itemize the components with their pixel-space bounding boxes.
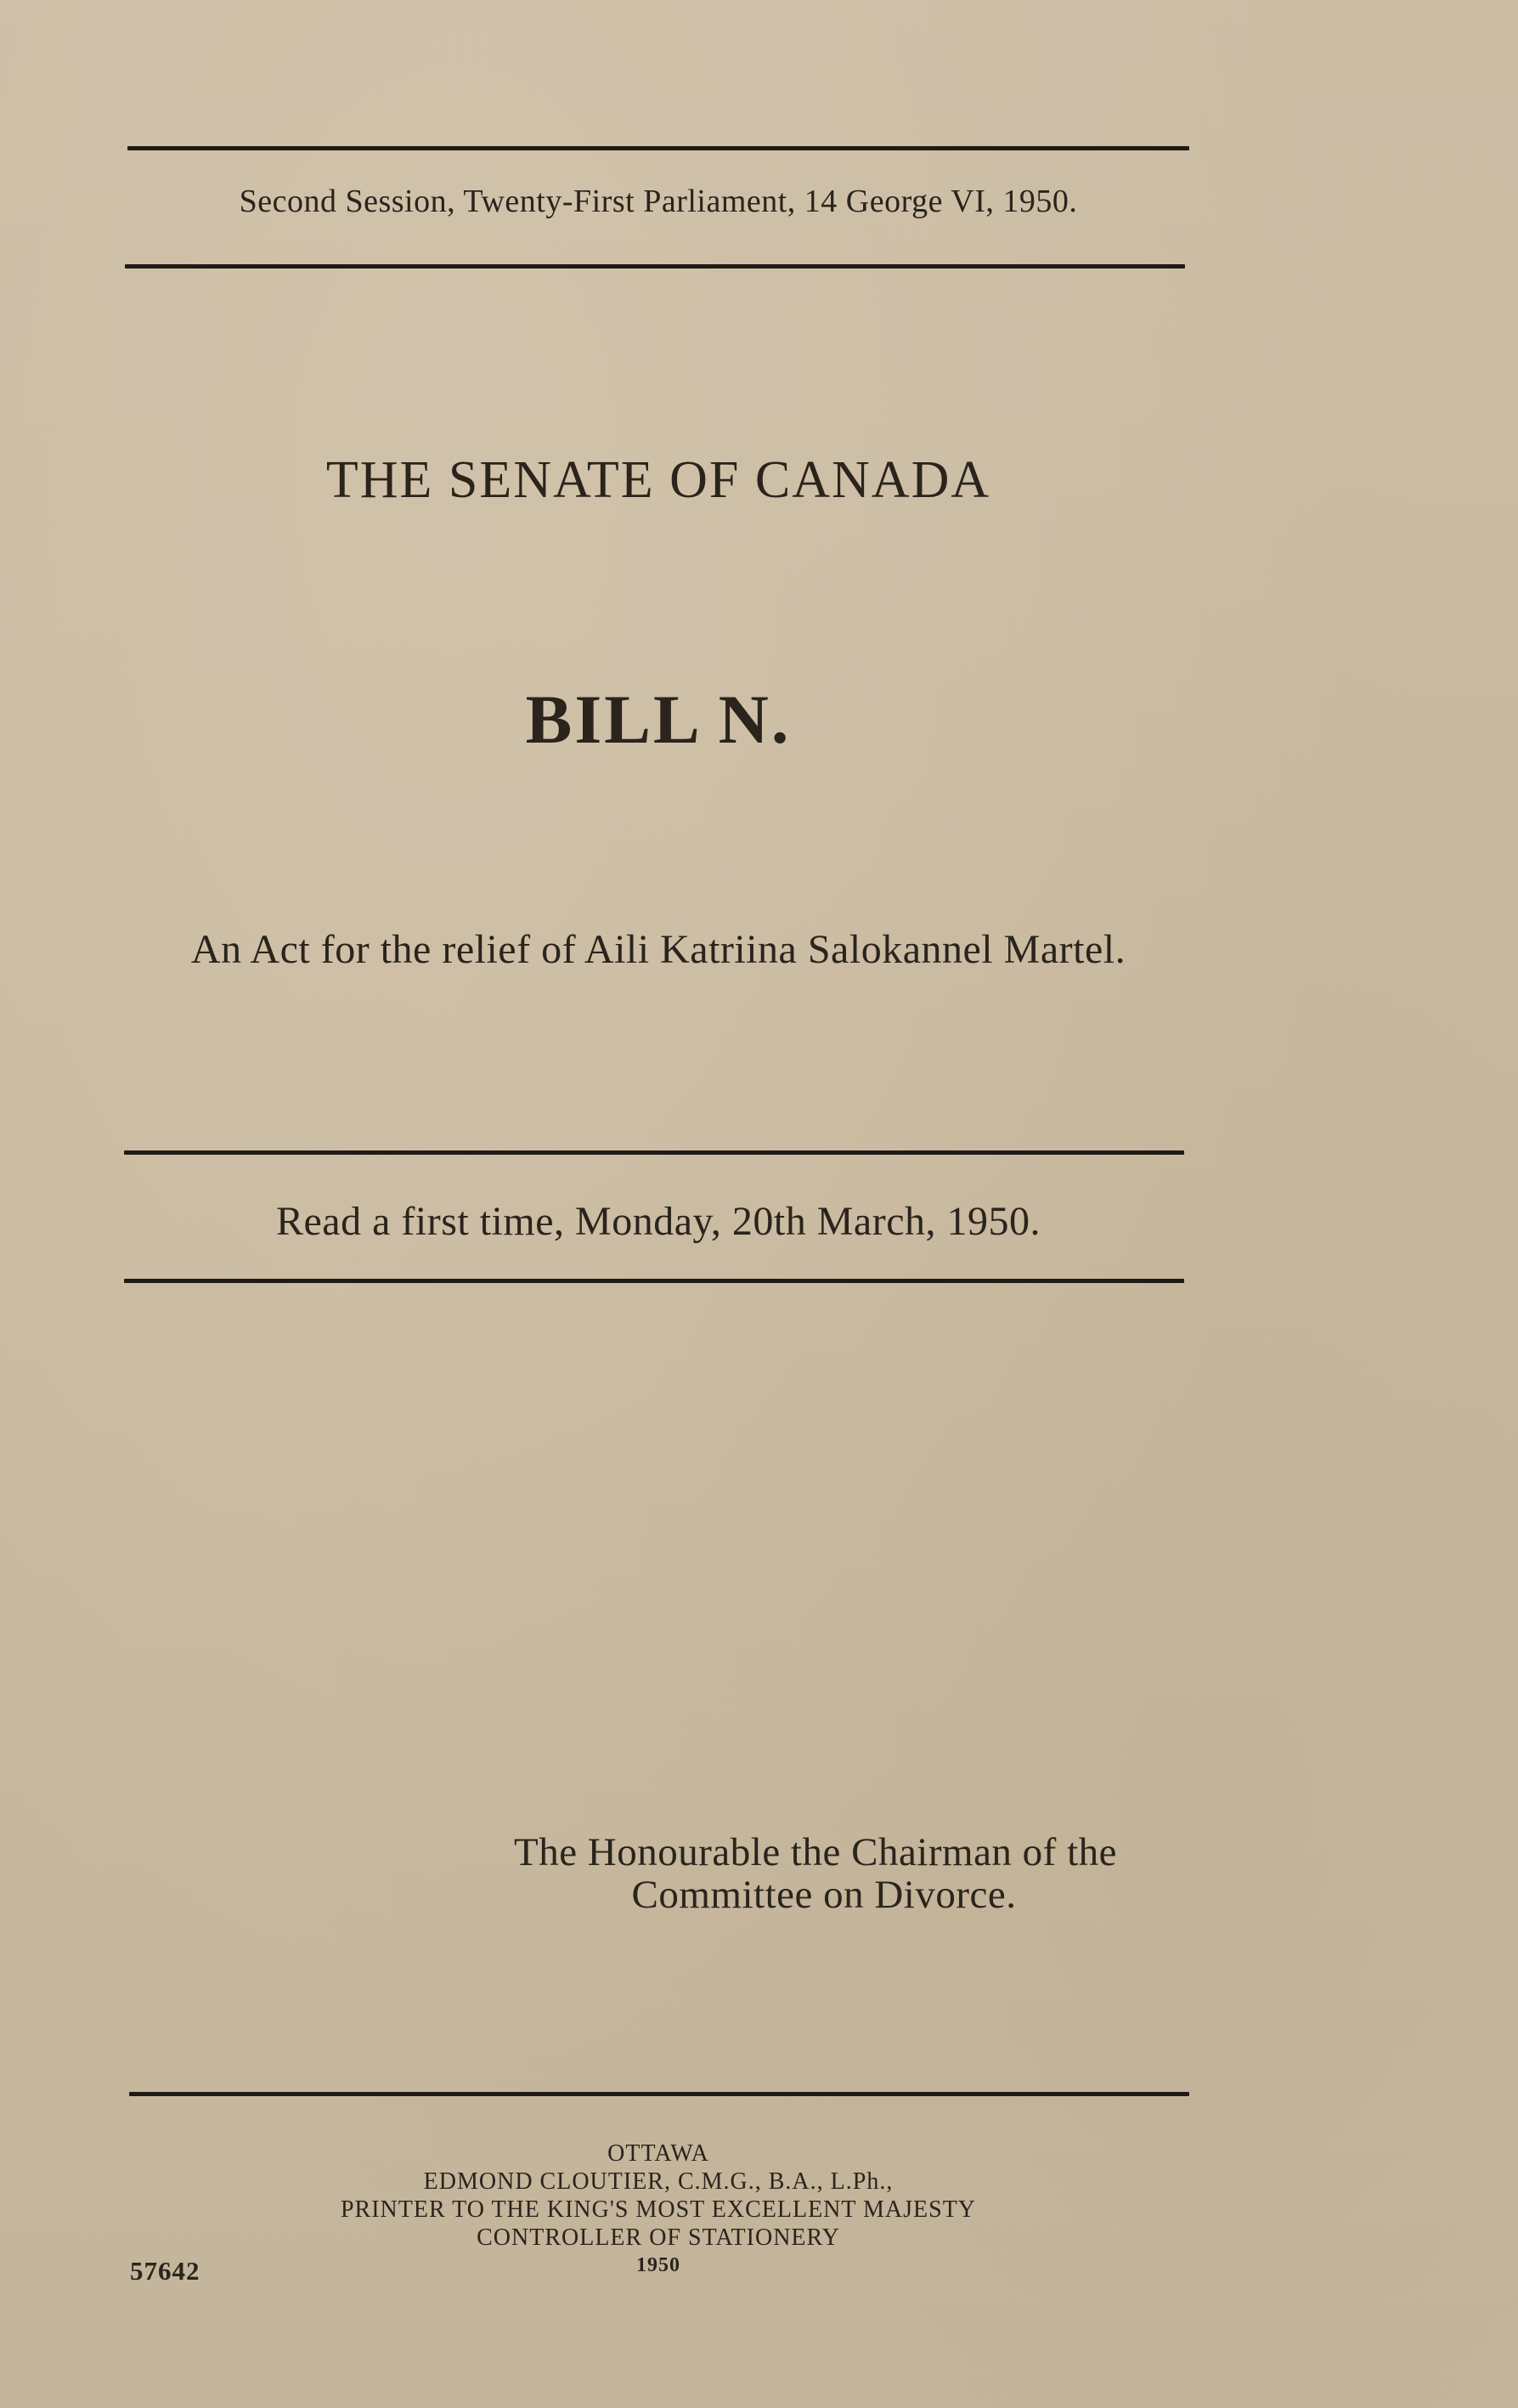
act-description: An Act for the relief of Aili Katriina Salokannel Martel. <box>190 927 1126 972</box>
imprint-printer: EDMOND CLOUTIER, C.M.G., B.A., L.Ph., <box>423 2168 894 2195</box>
session-header: Second Session, Twenty-First Parliament, 14 George VI, 1950. <box>239 184 1078 219</box>
first-reading-note: Read a first time, Monday, 20th March, 1950. <box>275 1199 1041 1244</box>
imprint-year: 1950 <box>636 2254 680 2276</box>
imprint-office: CONTROLLER OF STATIONERY <box>477 2224 840 2251</box>
top-rule <box>127 146 1189 150</box>
reading-bottom-rule <box>124 1279 1184 1283</box>
imprint-block <box>127 2140 1189 2280</box>
imprint-city: OTTAWA <box>607 2140 709 2167</box>
document-number: 57642 <box>130 2256 200 2286</box>
chamber-title: THE SENATE OF CANADA <box>325 451 991 509</box>
header-bottom-rule <box>125 264 1185 268</box>
sponsor-line-1: The Honourable the Chairman of the <box>513 1830 1118 1874</box>
sponsor-line-2: Committee on Divorce. <box>631 1873 1017 1917</box>
sponsor-block <box>459 1831 1172 1916</box>
imprint-role: PRINTER TO THE KING'S MOST EXCELLENT MAJESTY <box>340 2196 977 2223</box>
imprint-top-rule <box>129 2092 1189 2096</box>
reading-top-rule <box>124 1150 1184 1155</box>
bill-title: BILL N. <box>525 681 792 758</box>
